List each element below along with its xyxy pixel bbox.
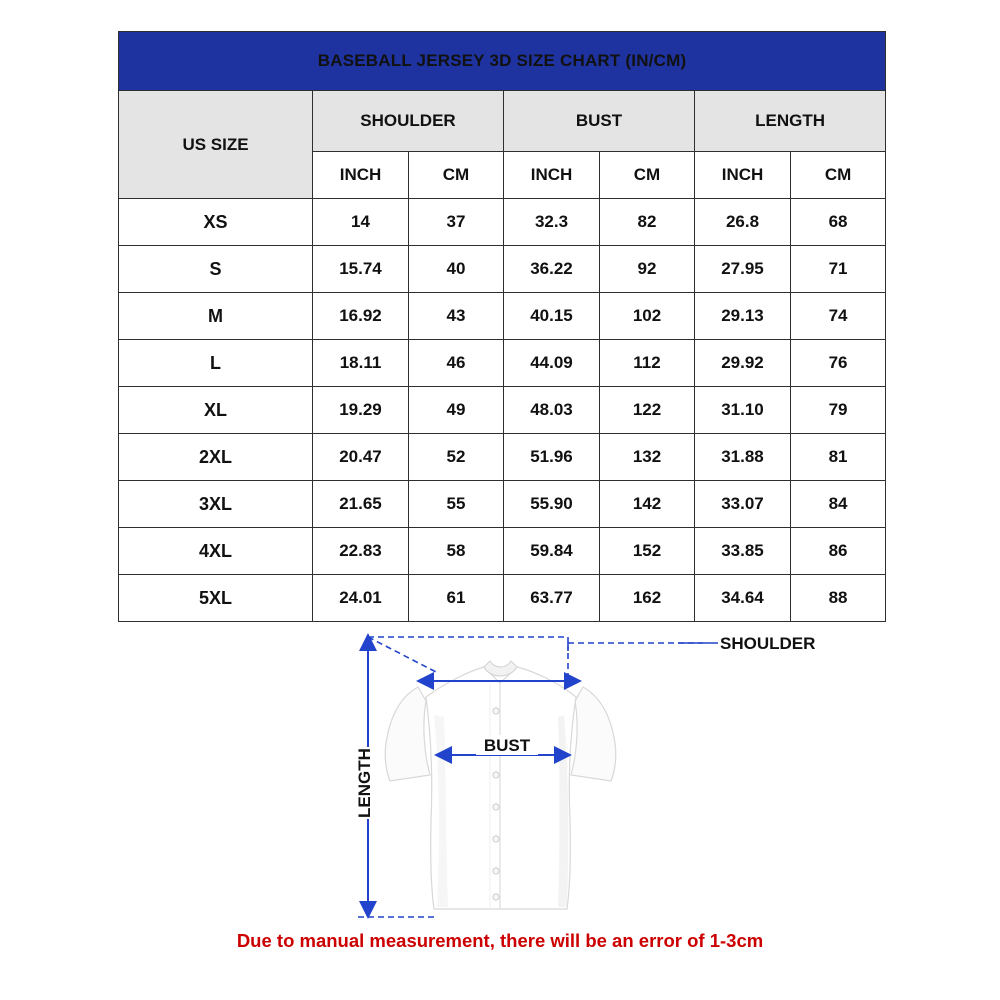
- cell-shoulder-cm: 52: [409, 434, 504, 481]
- cell-length-cm: 71: [791, 246, 886, 293]
- table-row: [119, 293, 886, 340]
- cell-shoulder-cm: 43: [409, 293, 504, 340]
- cell-length-cm: 74: [791, 293, 886, 340]
- size-chart-table: [118, 31, 886, 622]
- cell-bust-cm: 132: [600, 434, 695, 481]
- cell-shoulder-cm: 40: [409, 246, 504, 293]
- cell-bust-cm: 112: [600, 340, 695, 387]
- cell-bust-cm: 162: [600, 575, 695, 622]
- cell-shoulder-in: 22.83: [313, 528, 409, 575]
- cell-shoulder-cm: 58: [409, 528, 504, 575]
- cell-bust-in: 63.77: [504, 575, 600, 622]
- unit-header-length-cm: CM: [791, 152, 886, 199]
- cell-length-in: 26.8: [695, 199, 791, 246]
- cell-length-cm: 68: [791, 199, 886, 246]
- cell-length-cm: 86: [791, 528, 886, 575]
- cell-bust-cm: 152: [600, 528, 695, 575]
- cell-shoulder-cm: 37: [409, 199, 504, 246]
- chart-title-row: [119, 32, 886, 91]
- cell-shoulder-in: 19.29: [313, 387, 409, 434]
- column-header-us-size: US SIZE: [119, 91, 313, 199]
- unit-header-bust-inch: INCH: [504, 152, 600, 199]
- cell-shoulder-in: 24.01: [313, 575, 409, 622]
- cell-length-in: 34.64: [695, 575, 791, 622]
- group-header-row: [119, 91, 886, 152]
- table-row: [119, 575, 886, 622]
- cell-bust-in: 44.09: [504, 340, 600, 387]
- cell-shoulder-cm: 46: [409, 340, 504, 387]
- cell-size: 2XL: [119, 434, 313, 481]
- measurement-note: Due to manual measurement, there will be an error of 1-3cm: [236, 930, 764, 951]
- cell-bust-in: 59.84: [504, 528, 600, 575]
- column-header-bust: BUST: [504, 91, 695, 152]
- cell-length-cm: 76: [791, 340, 886, 387]
- cell-length-in: 27.95: [695, 246, 791, 293]
- table-row: [119, 199, 886, 246]
- cell-shoulder-cm: 49: [409, 387, 504, 434]
- cell-length-in: 31.10: [695, 387, 791, 434]
- cell-size: 3XL: [119, 481, 313, 528]
- jersey-measurement-illustration: [118, 625, 883, 925]
- cell-bust-in: 55.90: [504, 481, 600, 528]
- cell-size: S: [119, 246, 313, 293]
- cell-bust-cm: 102: [600, 293, 695, 340]
- cell-bust-in: 40.15: [504, 293, 600, 340]
- table-row: [119, 387, 886, 434]
- jersey-graphic: [385, 661, 616, 909]
- page-title: BASEBALL JERSEY 3D SIZE CHART (IN/CM): [119, 32, 886, 91]
- table-row: [119, 434, 886, 481]
- cell-size: L: [119, 340, 313, 387]
- cell-size: XS: [119, 199, 313, 246]
- cell-shoulder-in: 20.47: [313, 434, 409, 481]
- cell-length-in: 29.92: [695, 340, 791, 387]
- cell-length-cm: 79: [791, 387, 886, 434]
- cell-size: XL: [119, 387, 313, 434]
- table-row: [119, 528, 886, 575]
- cell-shoulder-in: 18.11: [313, 340, 409, 387]
- cell-bust-cm: 122: [600, 387, 695, 434]
- cell-bust-in: 48.03: [504, 387, 600, 434]
- unit-header-shoulder-inch: INCH: [313, 152, 409, 199]
- unit-header-bust-cm: CM: [600, 152, 695, 199]
- cell-shoulder-in: 15.74: [313, 246, 409, 293]
- shoulder-label: SHOULDER: [720, 634, 816, 653]
- cell-size: 5XL: [119, 575, 313, 622]
- cell-bust-cm: 92: [600, 246, 695, 293]
- cell-bust-in: 36.22: [504, 246, 600, 293]
- cell-shoulder-in: 14: [313, 199, 409, 246]
- cell-bust-in: 51.96: [504, 434, 600, 481]
- unit-header-shoulder-cm: CM: [409, 152, 504, 199]
- cell-length-in: 33.85: [695, 528, 791, 575]
- cell-length-in: 29.13: [695, 293, 791, 340]
- cell-length-cm: 88: [791, 575, 886, 622]
- cell-length-cm: 84: [791, 481, 886, 528]
- cell-size: M: [119, 293, 313, 340]
- cell-shoulder-in: 21.65: [313, 481, 409, 528]
- table-row: [119, 246, 886, 293]
- cell-shoulder-in: 16.92: [313, 293, 409, 340]
- table-row: [119, 481, 886, 528]
- cell-bust-cm: 142: [600, 481, 695, 528]
- unit-header-length-inch: INCH: [695, 152, 791, 199]
- length-label: LENGTH: [355, 748, 374, 818]
- cell-length-in: 33.07: [695, 481, 791, 528]
- size-chart-table-wrap: [118, 31, 883, 622]
- cell-shoulder-cm: 55: [409, 481, 504, 528]
- column-header-length: LENGTH: [695, 91, 886, 152]
- cell-bust-in: 32.3: [504, 199, 600, 246]
- column-header-shoulder: SHOULDER: [313, 91, 504, 152]
- table-row: [119, 340, 886, 387]
- shoulder-dimension: [368, 634, 815, 685]
- bust-label: BUST: [483, 736, 531, 755]
- cell-shoulder-cm: 61: [409, 575, 504, 622]
- cell-bust-cm: 82: [600, 199, 695, 246]
- cell-length-cm: 81: [791, 434, 886, 481]
- cell-size: 4XL: [119, 528, 313, 575]
- cell-length-in: 31.88: [695, 434, 791, 481]
